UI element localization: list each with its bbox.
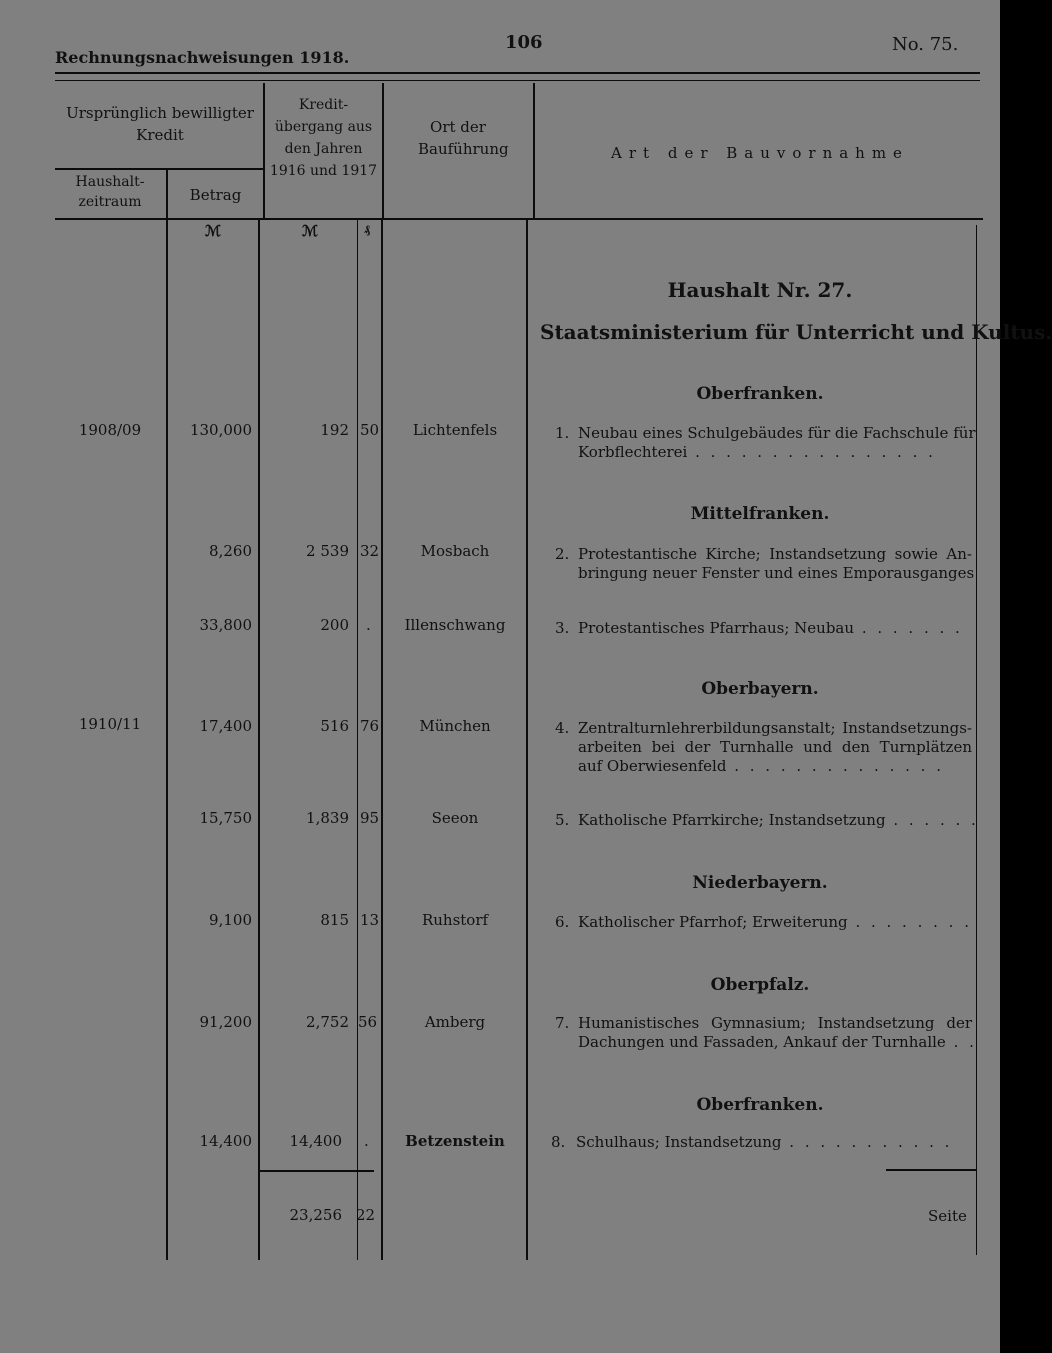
cell-betrag: 130,000 [189, 421, 252, 439]
document-number: No. 75. [892, 34, 959, 55]
cell-ort: Betzenstein [405, 1132, 505, 1150]
cell-num: 4. [555, 719, 570, 737]
region-heading: Oberpfalz. [710, 975, 810, 995]
cell-betrag: 8,260 [209, 542, 252, 560]
cell-mark: 200 [320, 616, 349, 634]
cell-betrag: 91,200 [199, 1013, 252, 1031]
column-header-ort: Ort der Bauführung [418, 118, 509, 158]
leader-dots: . . . . . . [885, 811, 979, 829]
cell-desc-line: Protestantische Kirche; Instandsetzung sowie An- [578, 545, 972, 563]
cell-ort: Amberg [424, 1013, 486, 1031]
cell-num: 5. [555, 811, 570, 829]
cell-desc-line [576, 1133, 952, 1152]
currency-mark-betrag: ℳ [205, 222, 222, 240]
cell-pf: . [364, 1132, 369, 1150]
region-heading: Oberfranken. [696, 384, 824, 404]
column-header-betrag: Betrag [189, 186, 242, 204]
region-heading: Niederbayern. [692, 873, 828, 893]
cell-mark: 192 [320, 421, 349, 439]
page-number: 106 [505, 32, 543, 53]
top-rule-thin [55, 80, 980, 81]
cell-ort: Illenschwang [404, 616, 506, 634]
cell-desc-line [578, 443, 936, 462]
currency-pfennig: ₰ [364, 222, 370, 236]
body-divider-4 [526, 220, 528, 1260]
desc-text: Schulhaus; Instandsetzung [576, 1133, 782, 1151]
cell-mark: 516 [320, 717, 349, 735]
cell-mark: 2 539 [306, 542, 349, 560]
cell-pf: 76 [360, 717, 380, 735]
sum-rule-right [886, 1169, 976, 1171]
column-header-art: Art der Bauvornahme [611, 144, 909, 162]
cell-desc-line: Neubau eines Schulgebäudes für die Fachschule für [578, 424, 976, 442]
cell-mark: 2,752 [306, 1013, 349, 1031]
leader-dots: . . . . . . . . . . . [781, 1133, 953, 1151]
cell-desc-line: Humanistisches Gymnasium; Instandsetzung der [578, 1014, 972, 1032]
cell-betrag: 17,400 [199, 717, 252, 735]
currency-mark-uebergang: ℳ [302, 222, 319, 240]
running-title: Rechnungsnachweisungen 1918. [55, 48, 350, 67]
column-header-zeitraum: Haushalt-zeitraum [75, 174, 145, 210]
region-heading: Mittelfranken. [690, 504, 830, 524]
desc-text: Korbflechterei [578, 443, 688, 461]
region-heading: Oberfranken. [696, 1095, 824, 1115]
leader-dots: . . . . . . . [854, 619, 963, 637]
cell-betrag: 9,100 [209, 911, 252, 929]
cell-ort: Ruhstorf [421, 911, 489, 929]
desc-text: Dachungen und Fassaden, Ankauf der Turnhalle [578, 1033, 946, 1051]
cell-pf: 95 [360, 809, 380, 827]
cell-desc-line [578, 1033, 977, 1052]
desc-text: Katholische Pfarrkirche; Instandsetzung [578, 811, 886, 829]
cell-pf: 56 [358, 1013, 378, 1031]
header-divider-3 [382, 83, 384, 220]
cell-ort: Seeon [431, 809, 479, 827]
cell-num: 8. [551, 1133, 566, 1151]
cell-betrag: 15,750 [199, 809, 252, 827]
subheader-rule [55, 168, 265, 170]
cell-mark: 14,400 [289, 1132, 342, 1150]
carryover-label: Seite [928, 1207, 967, 1225]
cell-num: 7. [555, 1014, 570, 1032]
cell-ort: Lichtenfels [412, 421, 498, 439]
desc-text: Katholischer Pfarrhof; Erweiterung [578, 913, 848, 931]
cell-desc-line [578, 619, 963, 638]
cell-desc-line: Zentralturnlehrerbildungsanstalt; Instandsetzungs- [578, 719, 972, 737]
region-heading: Oberbayern. [701, 679, 819, 699]
cell-num: 2. [555, 545, 570, 563]
cell-num: 1. [555, 424, 570, 442]
ministry-title: Staatsministerium für Unterricht und Kultus. [540, 320, 1052, 344]
total-mark: 23,256 [289, 1206, 342, 1224]
cell-desc-line [578, 913, 972, 932]
body-divider-3 [381, 220, 383, 1260]
top-rule [55, 72, 980, 74]
cell-desc-line [578, 757, 944, 776]
body-divider-2 [258, 220, 260, 1260]
total-pf: 22 [356, 1206, 376, 1224]
body-divider-1 [166, 220, 168, 1260]
leader-dots: . . . . . . . . . . . . . . [726, 757, 944, 775]
header-bottom-rule [55, 218, 983, 220]
cell-betrag: 33,800 [199, 616, 252, 634]
cell-desc-line: arbeiten bei der Turnhalle und den Turnplätzen [578, 738, 972, 756]
cell-betrag: 14,400 [199, 1132, 252, 1150]
cell-ort: München [419, 717, 491, 735]
cell-num: 3. [555, 619, 570, 637]
cell-mark: 815 [320, 911, 349, 929]
cell-pf: . [366, 616, 371, 634]
cell-pf: 50 [360, 421, 380, 439]
cell-desc-line [578, 811, 979, 830]
cell-pf: 32 [360, 542, 380, 560]
cell-zeitraum: 1910/11 [78, 715, 142, 733]
budget-title: Haushalt Nr. 27. [667, 278, 853, 302]
cell-mark: 1,839 [306, 809, 349, 827]
desc-text: auf Oberwiesenfeld [578, 757, 727, 775]
desc-text: Protestantisches Pfarrhaus; Neubau [578, 619, 855, 637]
cell-ort: Mosbach [420, 542, 490, 560]
leader-dots: . . . . . . . . [847, 913, 972, 931]
leader-dots: . . [945, 1033, 977, 1051]
cell-desc-line: bringung neuer Fenster und eines Emporausganges [578, 564, 975, 582]
cell-num: 6. [555, 913, 570, 931]
cell-pf: 13 [360, 911, 380, 929]
column-header-uebergang: Kredit-übergang aus den Jahren 1916 und 1917 [269, 97, 378, 179]
body-divider-pf [357, 220, 358, 1260]
cell-zeitraum: 1908/09 [78, 421, 142, 439]
header-divider-2 [263, 83, 265, 220]
leader-dots: . . . . . . . . . . . . . . . . [687, 443, 936, 461]
header-divider-4 [533, 83, 535, 220]
sum-rule [258, 1170, 374, 1172]
column-group-title: Ursprünglich bewilligter Kredit [66, 104, 254, 144]
